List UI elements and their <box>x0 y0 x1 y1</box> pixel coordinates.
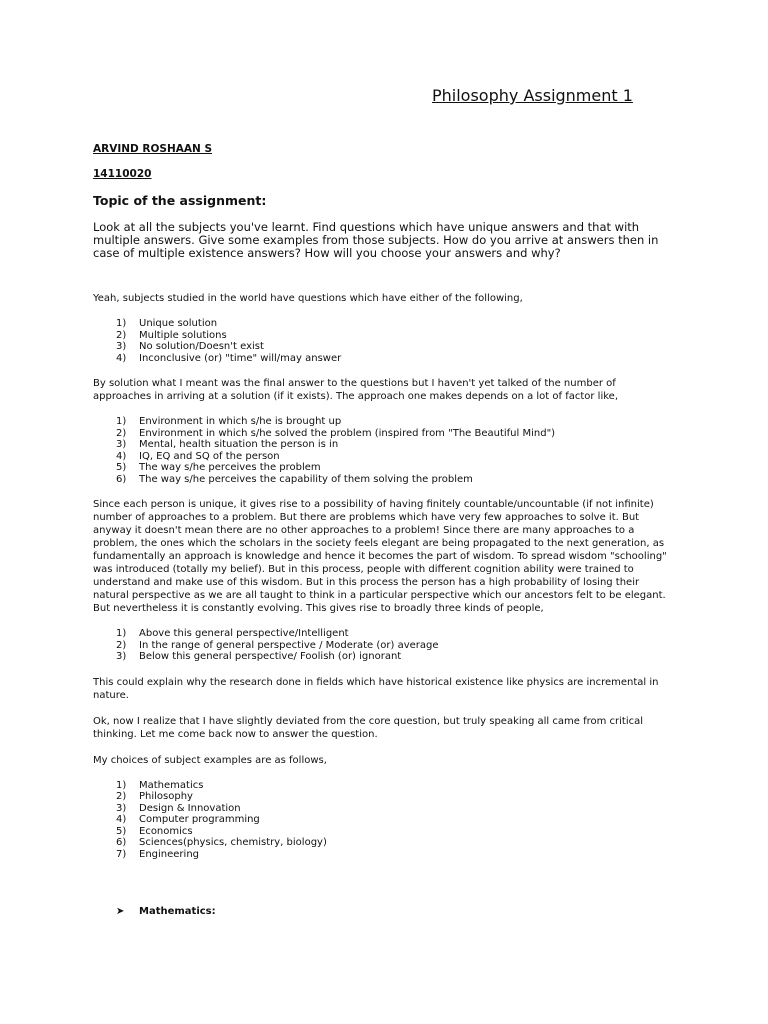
paragraph-choices: My choices of subject examples are as follows, <box>93 754 327 766</box>
list-item: 4) IQ, EQ and SQ of the person <box>116 450 280 462</box>
list-item: 5) The way s/he perceives the problem <box>116 462 321 473</box>
arrow-bullet-icon: ➤ <box>116 906 125 917</box>
people-kinds-list <box>93 628 675 663</box>
list-item: 2) Environment in which s/he solved the problem (inspired from "The Beautiful Mind") <box>116 427 556 439</box>
list-item: 3) No solution/Doesn't exist <box>116 341 264 352</box>
paragraph-deviation: Ok, now I realize that I have slightly deviated from the core question, but truly speaking all came from critical thinking. Let me come back now to answer the question. <box>93 715 644 740</box>
list-item: 5) Economics <box>116 825 193 837</box>
list-item: 3) Mental, health situation the person is in <box>116 439 339 450</box>
topic-text: Look at all the subjects you've learnt. Find questions which have unique answers and that with multiple answers. Give some examples from those subjects. How do you arrive at answers then in case of multiple existence answers? How will you choose your answers and why? <box>93 220 659 260</box>
spacer <box>93 873 675 905</box>
list-item: 4) Computer programming <box>116 814 260 825</box>
paragraph-approaches: By solution what I meant was the final answer to the questions but I haven't yet talked of the number of approaches in arriving at a solution (if it exists). The approach one makes depends on a lot of factor like, <box>93 378 618 402</box>
list-item: 2) In the range of general perspective / Moderate (or) average <box>116 639 439 651</box>
list-item: 1) Environment in which s/he is brought up <box>116 416 342 427</box>
list-item: 1) Above this general perspective/Intelligent <box>116 628 349 639</box>
paragraph-research: This could explain why the research done in fields which have historical existence like physics are incremental in nature. <box>93 676 659 701</box>
topic-heading: Topic of the assignment: <box>93 193 267 208</box>
factors-list <box>93 416 675 485</box>
paragraph-uniqueness: Since each person is unique, it gives rise to a possibility of having finitely countable/uncountable (if not infinite) number of approaches to a problem. But there are problems which have very few approaches to solve it. But anyway it doesn't mean there are no other approaches to a problem! Since there are many approaches to a problem, the ones which the scholars in the society feels elegant are being propagated to the next generation, as fundamentally an approach is knowledge and hence it becomes the part of wisdom. To spread wisdom "schooling" was introduced (totally my belief). But in this process, people with different cognition ability were trained to understand and make use of this wisdom. But in this process the person has a high probability of losing their natural perspective as we are all taught to think in a particular perspective which our ancestors felt to be elegant. But nevertheless it is constantly evolving. This gives rise to broadly three kinds of people, <box>93 499 667 614</box>
list-item: 1) Mathematics <box>116 779 204 791</box>
list-item: 7) Engineering <box>116 848 199 860</box>
document-body <box>93 193 675 918</box>
subject-examples-list <box>93 780 675 861</box>
paragraph-intro: Yeah, subjects studied in the world have questions which have either of the following, <box>93 293 523 304</box>
section-heading-label: Mathematics: <box>139 906 216 917</box>
author-name: ARVIND ROSHAAN S <box>93 143 213 155</box>
roll-number: 14110020 <box>93 168 152 180</box>
solution-types-list <box>93 318 675 364</box>
list-item: 4) Inconclusive (or) "time" will/may answer <box>116 352 342 364</box>
list-item: 2) Philosophy <box>116 791 193 802</box>
section-heading-mathematics <box>93 905 675 918</box>
list-item: 6) The way s/he perceives the capability of them solving the problem <box>116 473 473 485</box>
list-item: 3) Below this general perspective/ Foolish (or) ignorant <box>116 651 402 662</box>
list-item: 3) Design & Innovation <box>116 802 241 814</box>
document-title: Philosophy Assignment 1 <box>432 86 633 105</box>
list-item: 2) Multiple solutions <box>116 329 227 341</box>
list-item: 1) Unique solution <box>116 318 218 329</box>
list-item: 6) Sciences(physics, chemistry, biology) <box>116 837 327 848</box>
